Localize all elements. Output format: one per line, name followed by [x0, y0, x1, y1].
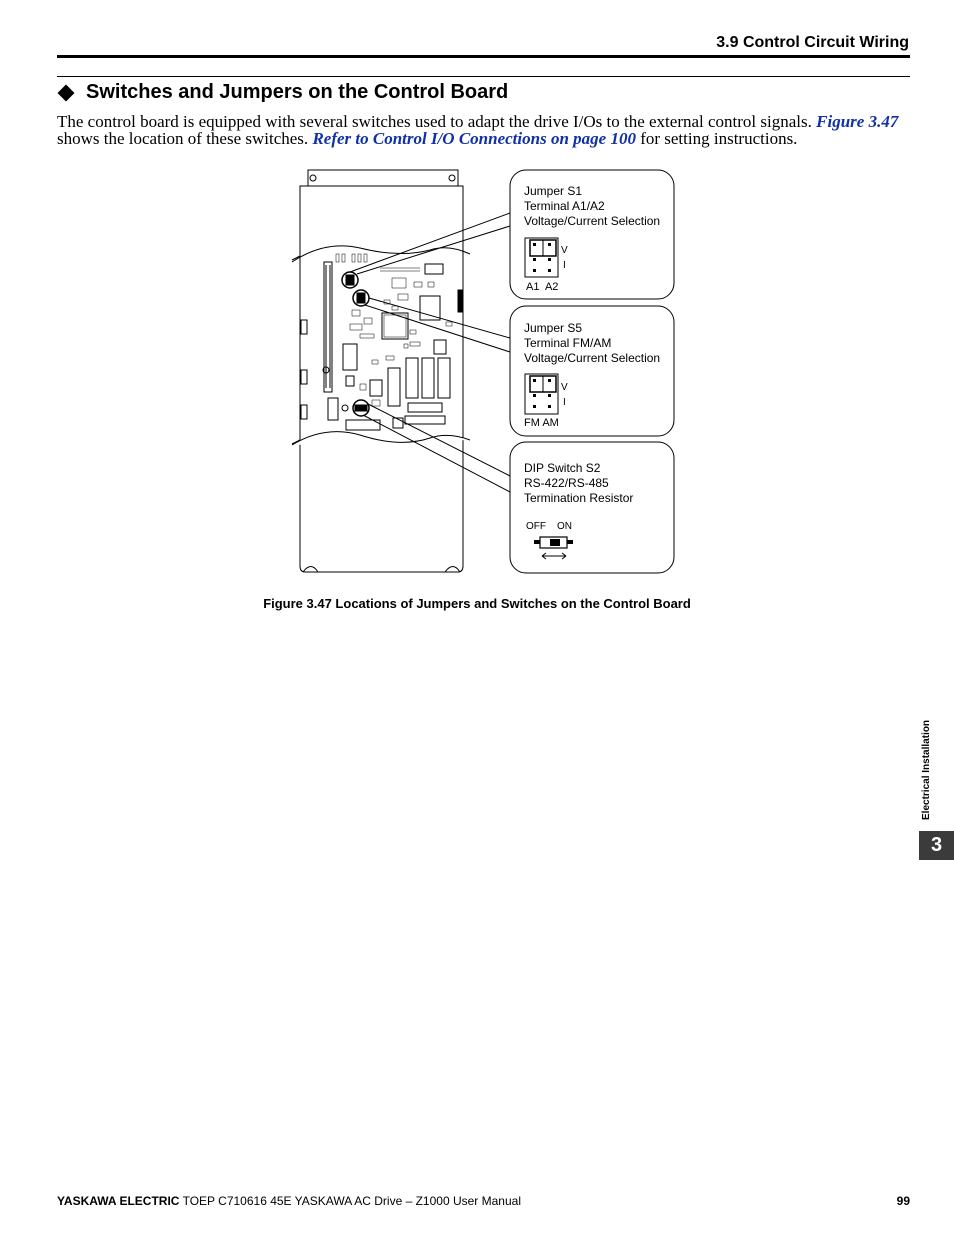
s1-i-label: I [563, 260, 566, 271]
figure-caption: Figure 3.47 Locations of Jumpers and Switches on the Control Board [263, 596, 691, 611]
page-number: 99 [896, 1194, 910, 1208]
callout-s1-title: Jumper S1 [524, 184, 583, 198]
footer-doc [57, 1194, 521, 1208]
s2-on-label: ON [557, 521, 572, 532]
footer-brand: YASKAWA ELECTRIC [57, 1194, 180, 1208]
callout-s5-title: Jumper S5 [524, 321, 583, 335]
body-paragraph [57, 113, 917, 147]
callout-s2-text [524, 461, 633, 506]
diamond-icon [58, 84, 75, 101]
callout-s5-function: Voltage/Current Selection [524, 351, 661, 365]
callout-s2-protocol: RS-422/RS-485 [524, 476, 609, 490]
body-text-1: The control board is equipped with several switches used to adapt the drive I/Os to the external control signals. [57, 112, 812, 131]
section-rule [57, 76, 910, 77]
callout-s1-text [524, 184, 660, 229]
callout-s5-text [524, 321, 660, 366]
section-heading [57, 81, 508, 104]
s2-off-label: OFF [526, 521, 546, 532]
callout-s2-title: DIP Switch S2 [524, 461, 601, 475]
s1-terminal-label: A1 A2 [526, 281, 559, 293]
control-board [292, 246, 470, 445]
jumper-s1-marker [342, 272, 358, 288]
side-tab-label: Electrical Installation [921, 719, 932, 820]
figure-link[interactable]: Figure 3.47 [816, 112, 899, 131]
callout-s2-function: Termination Resistor [524, 491, 634, 505]
s1-v-label: V [561, 245, 568, 256]
s5-v-label: V [561, 382, 568, 393]
s5-terminal-label: FM AM [524, 417, 559, 429]
s5-i-label: I [563, 397, 566, 408]
page-reference-link[interactable]: Refer to Control I/O Connections on page 100 [312, 129, 636, 148]
footer-doc-title: TOEP C710616 45E YASKAWA AC Drive – Z1000 User Manual [179, 1194, 521, 1208]
callout-s1-function: Voltage/Current Selection [524, 214, 661, 228]
running-header: 3.9 Control Circuit Wiring [716, 34, 909, 51]
section-title: Switches and Jumpers on the Control Board [86, 81, 509, 103]
header-rule [57, 55, 910, 58]
jumper-s5-marker [353, 290, 369, 306]
chapter-tab: 3 [919, 831, 954, 860]
dip-switch-s2-marker [353, 400, 369, 416]
body-text-2: shows the location of these switches. [57, 129, 309, 148]
callout-s5-terminal: Terminal FM/AM [524, 336, 612, 350]
body-text-3: for setting instructions. [640, 129, 798, 148]
callout-s1-terminal: Terminal A1/A2 [524, 199, 605, 213]
